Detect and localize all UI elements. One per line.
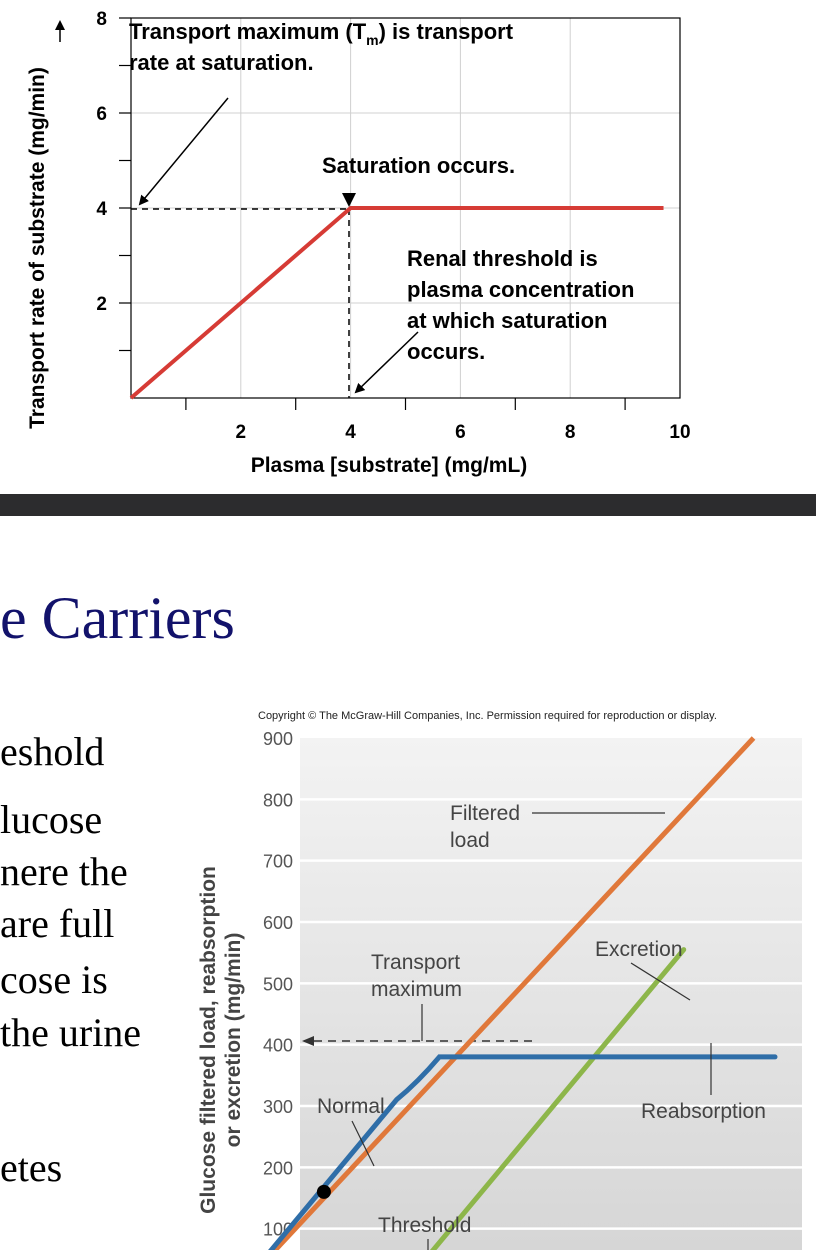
y-tick-label: 800 — [262, 790, 293, 811]
saturation-annotation: Saturation occurs. — [322, 153, 516, 178]
normal-point — [317, 1185, 331, 1199]
tm-annotation-line2: rate at saturation. — [129, 50, 314, 75]
slide-text-line: cose is — [0, 957, 108, 1002]
y-axis-label-line1: Glucose filtered load, reabsorption — [197, 866, 220, 1214]
slide-text-line: are full — [0, 901, 115, 946]
reabsorption-label: Reabsorption — [641, 1100, 766, 1123]
slide-divider — [0, 494, 816, 516]
threshold-label: Threshold — [378, 1214, 472, 1237]
copyright-notice: Copyright © The McGraw-Hill Companies, Inc. Permission required for reproduction or display. — [258, 710, 717, 722]
transport-maximum-label-2: maximum — [371, 978, 463, 1001]
tm-annotation-line1: Transport maximum $(T_m)$ is transport — [129, 19, 514, 48]
y-tick-label: 100 — [262, 1219, 293, 1240]
threshold-annotation-4: occurs. — [407, 339, 486, 364]
x-tick-label: 8 — [564, 422, 576, 443]
filtered-load-label-2: load — [450, 829, 490, 852]
glucose-handling-chart — [180, 700, 816, 1250]
slide-text-line: etes — [0, 1145, 63, 1190]
y-tick-label: 500 — [262, 974, 293, 995]
y-tick-label: 300 — [262, 1097, 293, 1117]
x-tick-label: 10 — [669, 422, 691, 443]
slide-text-line: the urine — [0, 1010, 142, 1055]
y-tick-label: 8 — [96, 9, 107, 30]
y-tick-label: 400 — [262, 1035, 293, 1056]
y-tick-label: 200 — [262, 1158, 293, 1179]
threshold-annotation-2: plasma concentration — [407, 277, 635, 302]
y-tick-label: 900 — [262, 729, 293, 749]
x-tick-label: 6 — [455, 422, 466, 443]
y-axis-label-line2: or excretion (mg/min) — [222, 932, 245, 1148]
y-axis-label: Transport rate of substrate (mg/min) — [26, 67, 49, 429]
slide-text-line: lucose — [0, 797, 103, 842]
y-tick-label: 600 — [262, 913, 293, 933]
slide-text-line: nere the — [0, 849, 128, 894]
y-tick-label: 2 — [96, 294, 107, 315]
x-tick-label: 4 — [345, 422, 356, 443]
normal-label: Normal — [317, 1095, 385, 1118]
threshold-annotation-1: Renal threshold is — [407, 246, 598, 271]
filtered-load-label-1: Filtered — [450, 802, 521, 825]
excretion-label: Excretion — [595, 938, 683, 961]
threshold-annotation-3: at which saturation — [407, 308, 608, 333]
y-tick-labels — [263, 729, 293, 1240]
x-axis-label: Plasma [substrate] (mg/mL) — [250, 454, 528, 477]
x-tick-label: 2 — [235, 422, 247, 443]
slide-title: e Carriers — [0, 585, 235, 651]
transport-maximum-label-1: Transport — [371, 951, 461, 974]
slide-text-line: eshold — [0, 729, 105, 774]
transport-rate-chart — [0, 0, 816, 494]
y-tick-label: 4 — [96, 199, 107, 220]
y-tick-label: 6 — [96, 104, 107, 125]
y-tick-label: 700 — [262, 851, 293, 872]
